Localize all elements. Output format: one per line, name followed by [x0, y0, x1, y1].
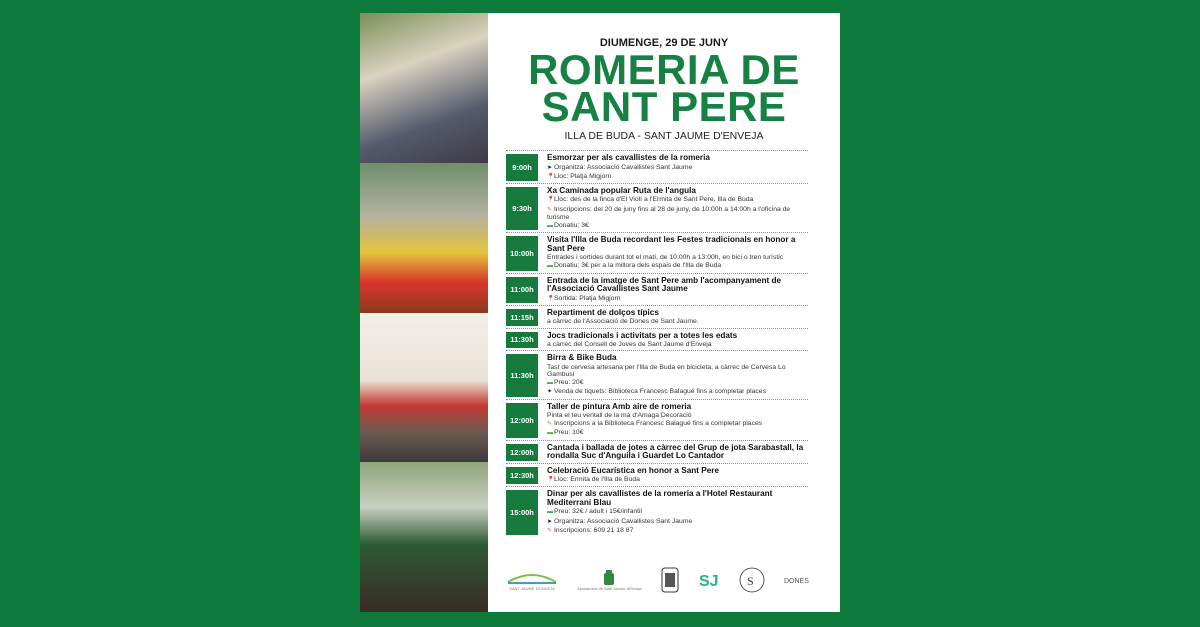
- pin-icon: 📍: [547, 477, 555, 484]
- event-detail-text: Donatiu: 3€ per a la millora dels espais de l'Illa de Buda: [554, 262, 722, 270]
- event-detail-text: Inscripcions: 609 21 18 87: [554, 526, 634, 534]
- title-line-1: ROMERIA DE: [528, 46, 800, 93]
- event-detail-text: Entrades i sortides durant tot el matí, de 10:00h a 13:00h, en bici o tren turístic: [547, 254, 784, 262]
- title-line-2: SANT PERE: [541, 83, 787, 130]
- event-detail: [547, 527, 808, 535]
- event-row: [506, 305, 808, 328]
- event-time: 11:15h: [506, 309, 538, 326]
- event-title: Taller de pintura Amb aire de romeria: [547, 401, 692, 411]
- event-detail: [547, 318, 808, 325]
- event-detail: [547, 341, 808, 348]
- event-time: 9:30h: [506, 187, 538, 230]
- event-time: 10:00h: [506, 236, 538, 270]
- event-detail-text: Preu: 20€: [554, 379, 584, 387]
- arrow-icon: ➤: [547, 518, 553, 525]
- event-detail-text: Pinta el teu ventall de la mà d'Amaga Decoració: [547, 412, 692, 420]
- event-time: 15:00h: [506, 490, 538, 535]
- event-row: [506, 486, 808, 537]
- event-detail-text: Lloc: Ermita de l'Illa de Buda: [554, 476, 640, 484]
- event-time: 9:00h: [506, 154, 538, 181]
- event-row: [506, 399, 808, 440]
- event-detail-text: Inscripcions a la Biblioteca Francesc Balagué fins a completar places: [554, 420, 763, 428]
- logo-caption: SANT JAUME D'ENVEJA: [509, 585, 555, 591]
- event-detail-text: a càrrec del Consell de Joves de Sant Jaume d'Enveja: [547, 341, 712, 349]
- svg-text:SJ: SJ: [698, 573, 719, 589]
- event-detail-text: Donatiu: 3€: [554, 222, 589, 230]
- event-detail: [547, 420, 808, 428]
- arrow-icon: ➤: [547, 164, 553, 171]
- event-detail-text: Venda de tiquets: Biblioteca Francesc Balagué fins a completar places: [554, 388, 766, 396]
- money-icon: ▬: [547, 509, 553, 516]
- event-detail: [547, 295, 808, 303]
- event-detail: [547, 476, 808, 484]
- event-title: Celebració Eucarística en honor a Sant Pere: [547, 465, 720, 475]
- event-title: Cantada i ballada de jotes a càrrec del Grup de jota Sarabastall, la rondalla Suc d'Anguila i Guardet Lo Cantador: [547, 442, 804, 461]
- photo-tourist-train: [360, 163, 488, 313]
- money-icon: ▬: [547, 380, 553, 387]
- ajuntament-logo: [577, 570, 642, 591]
- photo-hermitage-mass: [360, 313, 488, 463]
- form-icon: ✎: [547, 527, 553, 534]
- form-icon: ✎: [547, 206, 553, 213]
- programme: [488, 13, 840, 612]
- event-detail: [547, 254, 808, 261]
- money-icon: ▬: [547, 223, 553, 230]
- sponsor-logos: [506, 565, 820, 595]
- event-time: 12:30h: [506, 467, 538, 485]
- sj-green-logo: [698, 571, 720, 589]
- event-list: [506, 150, 808, 537]
- event-detail-text: Tast de cervesa artesana per l'Illa de Buda en bicicleta, a càrrec de Cervesa Lo Gambusí: [547, 363, 786, 378]
- event-row: [506, 350, 808, 398]
- event-detail: [547, 412, 808, 419]
- event-row: [506, 440, 808, 463]
- event-title: Visita l'Illa de Buda recordant les Festes tradicionals en honor a Sant Pere: [547, 235, 796, 253]
- event-title: Jocs tradicionals i activitats per a totes les edats: [547, 330, 738, 340]
- event-detail-text: Preu: 10€: [554, 429, 584, 437]
- event-detail: [547, 262, 808, 270]
- cavallistes-logo: [739, 567, 765, 593]
- form-icon: ✎: [547, 421, 553, 428]
- pin-icon: 📍: [547, 173, 555, 180]
- event-date: DIUMENGE, 29 DE JUNY: [599, 37, 729, 49]
- money-icon: ▬: [547, 263, 553, 270]
- event-detail-text: Preu: 32€ / adult i 15€/infantil: [554, 508, 643, 516]
- svg-text:DONES: DONES: [783, 578, 809, 585]
- event-title: Dinar per als cavallistes de la romeria a l'Hotel Restaurant Mediterrani Blau: [547, 489, 773, 507]
- event-detail: [547, 164, 808, 172]
- photo-horse-riders: [360, 462, 488, 612]
- event-detail: [547, 206, 808, 221]
- event-detail-text: Lloc: Platja Migjorn: [554, 172, 612, 180]
- event-title: Repartiment de dolços típics: [547, 307, 659, 317]
- event-detail: [547, 379, 808, 387]
- poster-subtitle: ILLA DE BUDA - SANT JAUME D'ENVEJA: [564, 130, 764, 142]
- associacio-dones-logo: [784, 573, 820, 587]
- event-row: [506, 232, 808, 272]
- event-detail: [547, 196, 808, 204]
- ticket-icon: ✦: [547, 389, 553, 396]
- event-title: Esmorzar per als cavallistes de la romeria: [547, 153, 710, 162]
- coat-of-arms-logo: [661, 567, 679, 593]
- event-detail-text: Organitza: Associació Cavallistes Sant Jaume: [554, 163, 693, 171]
- event-detail: [547, 508, 808, 516]
- event-row: [506, 328, 808, 351]
- photo-dancers: [360, 13, 488, 163]
- event-title: Entrada de la imatge de Sant Pere amb l'acompanyament de l'Associació Cavallistes Sant Jaume: [547, 275, 782, 294]
- logo-caption: Ajuntament de Sant Jaume d'Enveja: [577, 585, 642, 591]
- money-icon: ▬: [547, 430, 553, 437]
- event-detail-text: Organitza: Associació Cavallistes Sant Jaume: [554, 517, 693, 525]
- event-row: [506, 183, 808, 232]
- event-time: 11:30h: [506, 332, 538, 349]
- event-detail-text: Inscripcions: del 20 de juny fins al 28 de juny, de 10:00h a 14:00h a l'oficina de turisme: [547, 205, 791, 221]
- event-time: 11:30h: [506, 354, 538, 396]
- event-title: Xa Caminada popular Ruta de l'angula: [547, 185, 696, 195]
- event-row: [506, 150, 808, 183]
- event-time: 11:00h: [506, 277, 538, 303]
- event-time: 12:00h: [506, 403, 538, 438]
- pin-icon: 📍: [547, 197, 555, 204]
- event-detail-text: a càrrec de l'Associació de Dones de Sant Jaume.: [547, 318, 699, 326]
- svg-text:S: S: [746, 574, 754, 588]
- event-detail: [547, 364, 808, 378]
- event-detail: [547, 173, 808, 181]
- pin-icon: 📍: [547, 295, 555, 302]
- event-detail: [547, 518, 808, 526]
- event-detail: [547, 222, 808, 230]
- event-time: 12:00h: [506, 444, 538, 461]
- event-detail-text: Sortida: Platja Migjorn: [554, 294, 621, 302]
- poster-title: [488, 46, 840, 130]
- poster: [360, 13, 840, 612]
- event-detail: [547, 429, 808, 437]
- event-row: [506, 463, 808, 487]
- event-title: Birra & Bike Buda: [547, 353, 617, 363]
- sant-jaume-enveja-logo: [506, 570, 558, 591]
- event-row: [506, 273, 808, 305]
- event-detail: [547, 388, 808, 396]
- photo-column: [360, 13, 488, 612]
- event-detail-text: Lloc: des de la finca d'El Violí a l'Ermita de Sant Pere, Illa de Buda: [554, 196, 754, 204]
